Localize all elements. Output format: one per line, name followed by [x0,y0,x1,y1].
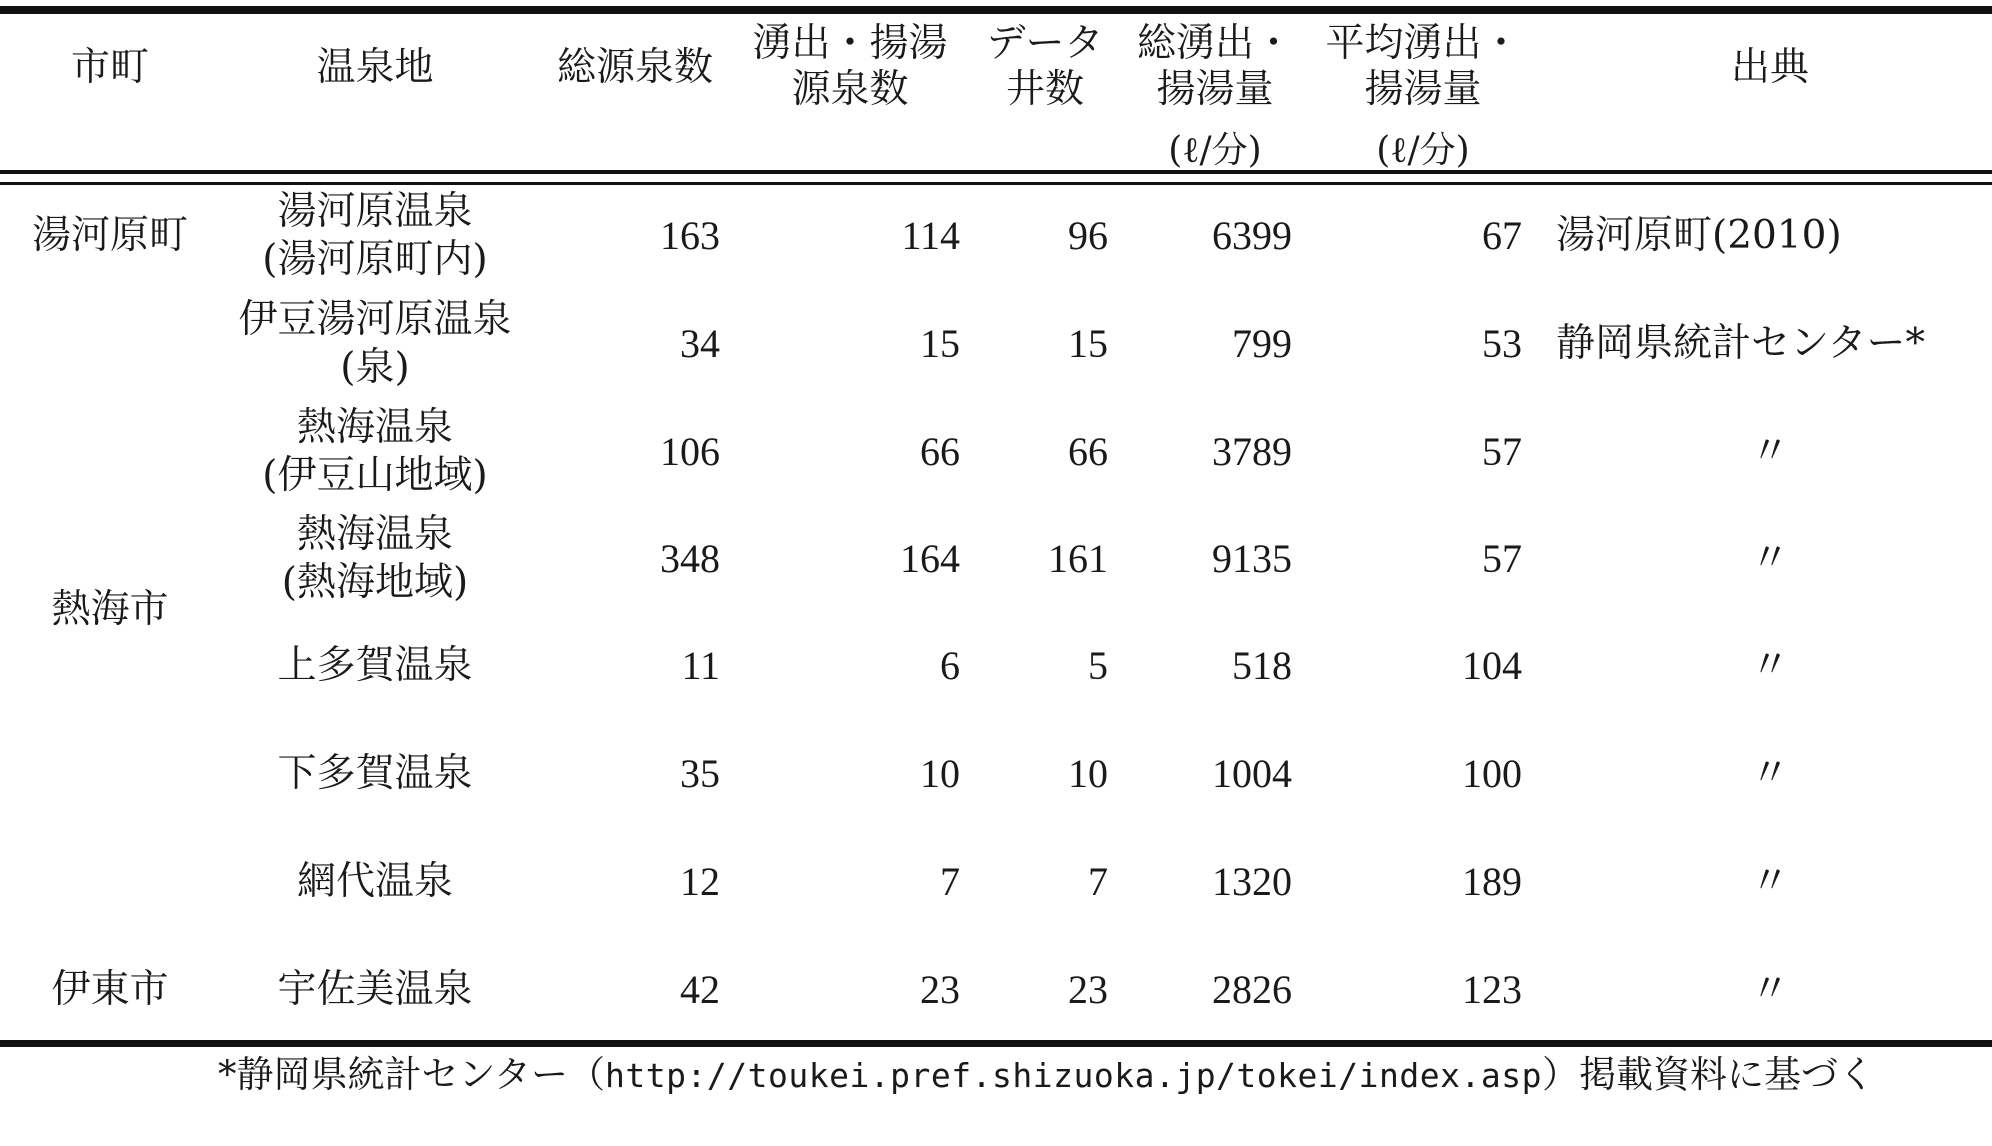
flowing-sources-value: 114 [901,213,960,258]
data-wells-value: 66 [1068,429,1108,474]
spa-subname: (湯河原町内) [262,237,488,282]
total-flow-value: 1320 [1212,859,1292,904]
header-total-flow-line1: 総湧出・ [1136,21,1293,66]
header-rule-thick [0,170,1992,174]
total-flow-value: 799 [1232,321,1292,366]
avg-flow-value: 104 [1462,643,1522,688]
header-avg-flow-unit: (ℓ/分) [1376,130,1470,171]
spa-name: 熱海温泉 [296,512,453,557]
total-flow-value: 2826 [1212,967,1292,1012]
header-total-flow-line2: 揚湯量 [1156,67,1274,112]
data-wells-value: 7 [1088,859,1108,904]
avg-flow-value: 67 [1482,213,1522,258]
total-flow-value: 9135 [1212,536,1292,581]
total-flow-value: 518 [1232,643,1292,688]
total-sources-value: 35 [680,751,720,796]
avg-flow-value: 100 [1462,751,1522,796]
total-flow-value: 6399 [1212,213,1292,258]
header-flowing-line1: 湧出・揚湯 [752,21,948,66]
avg-flow-value: 53 [1482,321,1522,366]
footnote-prefix: *静岡県統計センター（ [218,1053,606,1096]
header-total-sources: 総源泉数 [556,45,713,90]
avg-flow-value: 123 [1462,967,1522,1012]
source-value: 〃 [1750,967,1790,1012]
spa-subname: (泉) [340,345,410,390]
total-sources-value: 11 [681,643,720,688]
footnote-suffix: ）掲載資料に基づく [1541,1053,1875,1096]
table-top-rule [0,6,1992,14]
header-source: 出典 [1730,45,1809,90]
total-sources-value: 106 [660,429,720,474]
city-yugawara: 湯河原町 [31,213,188,258]
header-flowing-line2: 源泉数 [791,67,909,112]
total-flow-value: 1004 [1212,751,1292,796]
spa-name: 熱海温泉 [296,405,453,450]
source-value: 〃 [1750,643,1790,688]
total-sources-value: 34 [680,321,720,366]
avg-flow-value: 189 [1462,859,1522,904]
header-spa: 温泉地 [316,45,434,90]
flowing-sources-value: 164 [900,536,960,581]
spa-name: 伊豆湯河原温泉 [238,297,512,342]
avg-flow-value: 57 [1482,429,1522,474]
source-value: 〃 [1750,859,1790,904]
source-value: 湯河原町(2010) [1556,213,1842,258]
data-wells-value: 96 [1068,213,1108,258]
spa-name: 下多賀温泉 [277,751,473,796]
source-value: 〃 [1750,429,1790,474]
spa-name: 湯河原温泉 [277,189,473,234]
total-flow-value: 3789 [1212,429,1292,474]
header-avg-flow-line1: 平均湧出・ [1325,21,1521,66]
total-sources-value: 12 [680,859,720,904]
table-footnote [218,1052,1978,1099]
header-avg-flow-line2: 揚湯量 [1364,67,1482,112]
data-wells-value: 23 [1068,967,1108,1012]
data-wells-value: 161 [1048,536,1108,581]
flowing-sources-value: 6 [940,643,960,688]
spa-name: 宇佐美温泉 [277,967,473,1012]
city-ito: 伊東市 [51,967,169,1012]
header-data-line2: 井数 [1005,67,1084,112]
flowing-sources-value: 66 [920,429,960,474]
footnote-url[interactable]: http://toukei.pref.shizuoka.jp/tokei/index.asp [605,1056,1542,1095]
source-value: 〃 [1750,536,1790,581]
header-data-line1: データ [986,21,1104,66]
flowing-sources-value: 15 [920,321,960,366]
table-bottom-rule [0,1040,1992,1047]
spa-name: 上多賀温泉 [277,643,473,688]
data-wells-value: 10 [1068,751,1108,796]
total-sources-value: 42 [680,967,720,1012]
flowing-sources-value: 23 [920,967,960,1012]
source-value: 静岡県統計センター* [1556,321,1925,366]
spa-subname: (熱海地域) [281,560,469,605]
source-value: 〃 [1750,751,1790,796]
city-atami: 熱海市 [51,587,169,632]
spa-name: 網代温泉 [296,859,453,904]
header-city: 市町 [70,45,149,90]
avg-flow-value: 57 [1482,536,1522,581]
header-rule-thin [0,182,1992,185]
header-total-flow-unit: (ℓ/分) [1168,130,1262,171]
data-wells-value: 5 [1088,643,1108,688]
spa-subname: (伊豆山地域) [262,453,488,498]
flowing-sources-value: 7 [940,859,960,904]
data-wells-value: 15 [1068,321,1108,366]
total-sources-value: 163 [660,213,720,258]
total-sources-value: 348 [660,536,720,581]
flowing-sources-value: 10 [920,751,960,796]
